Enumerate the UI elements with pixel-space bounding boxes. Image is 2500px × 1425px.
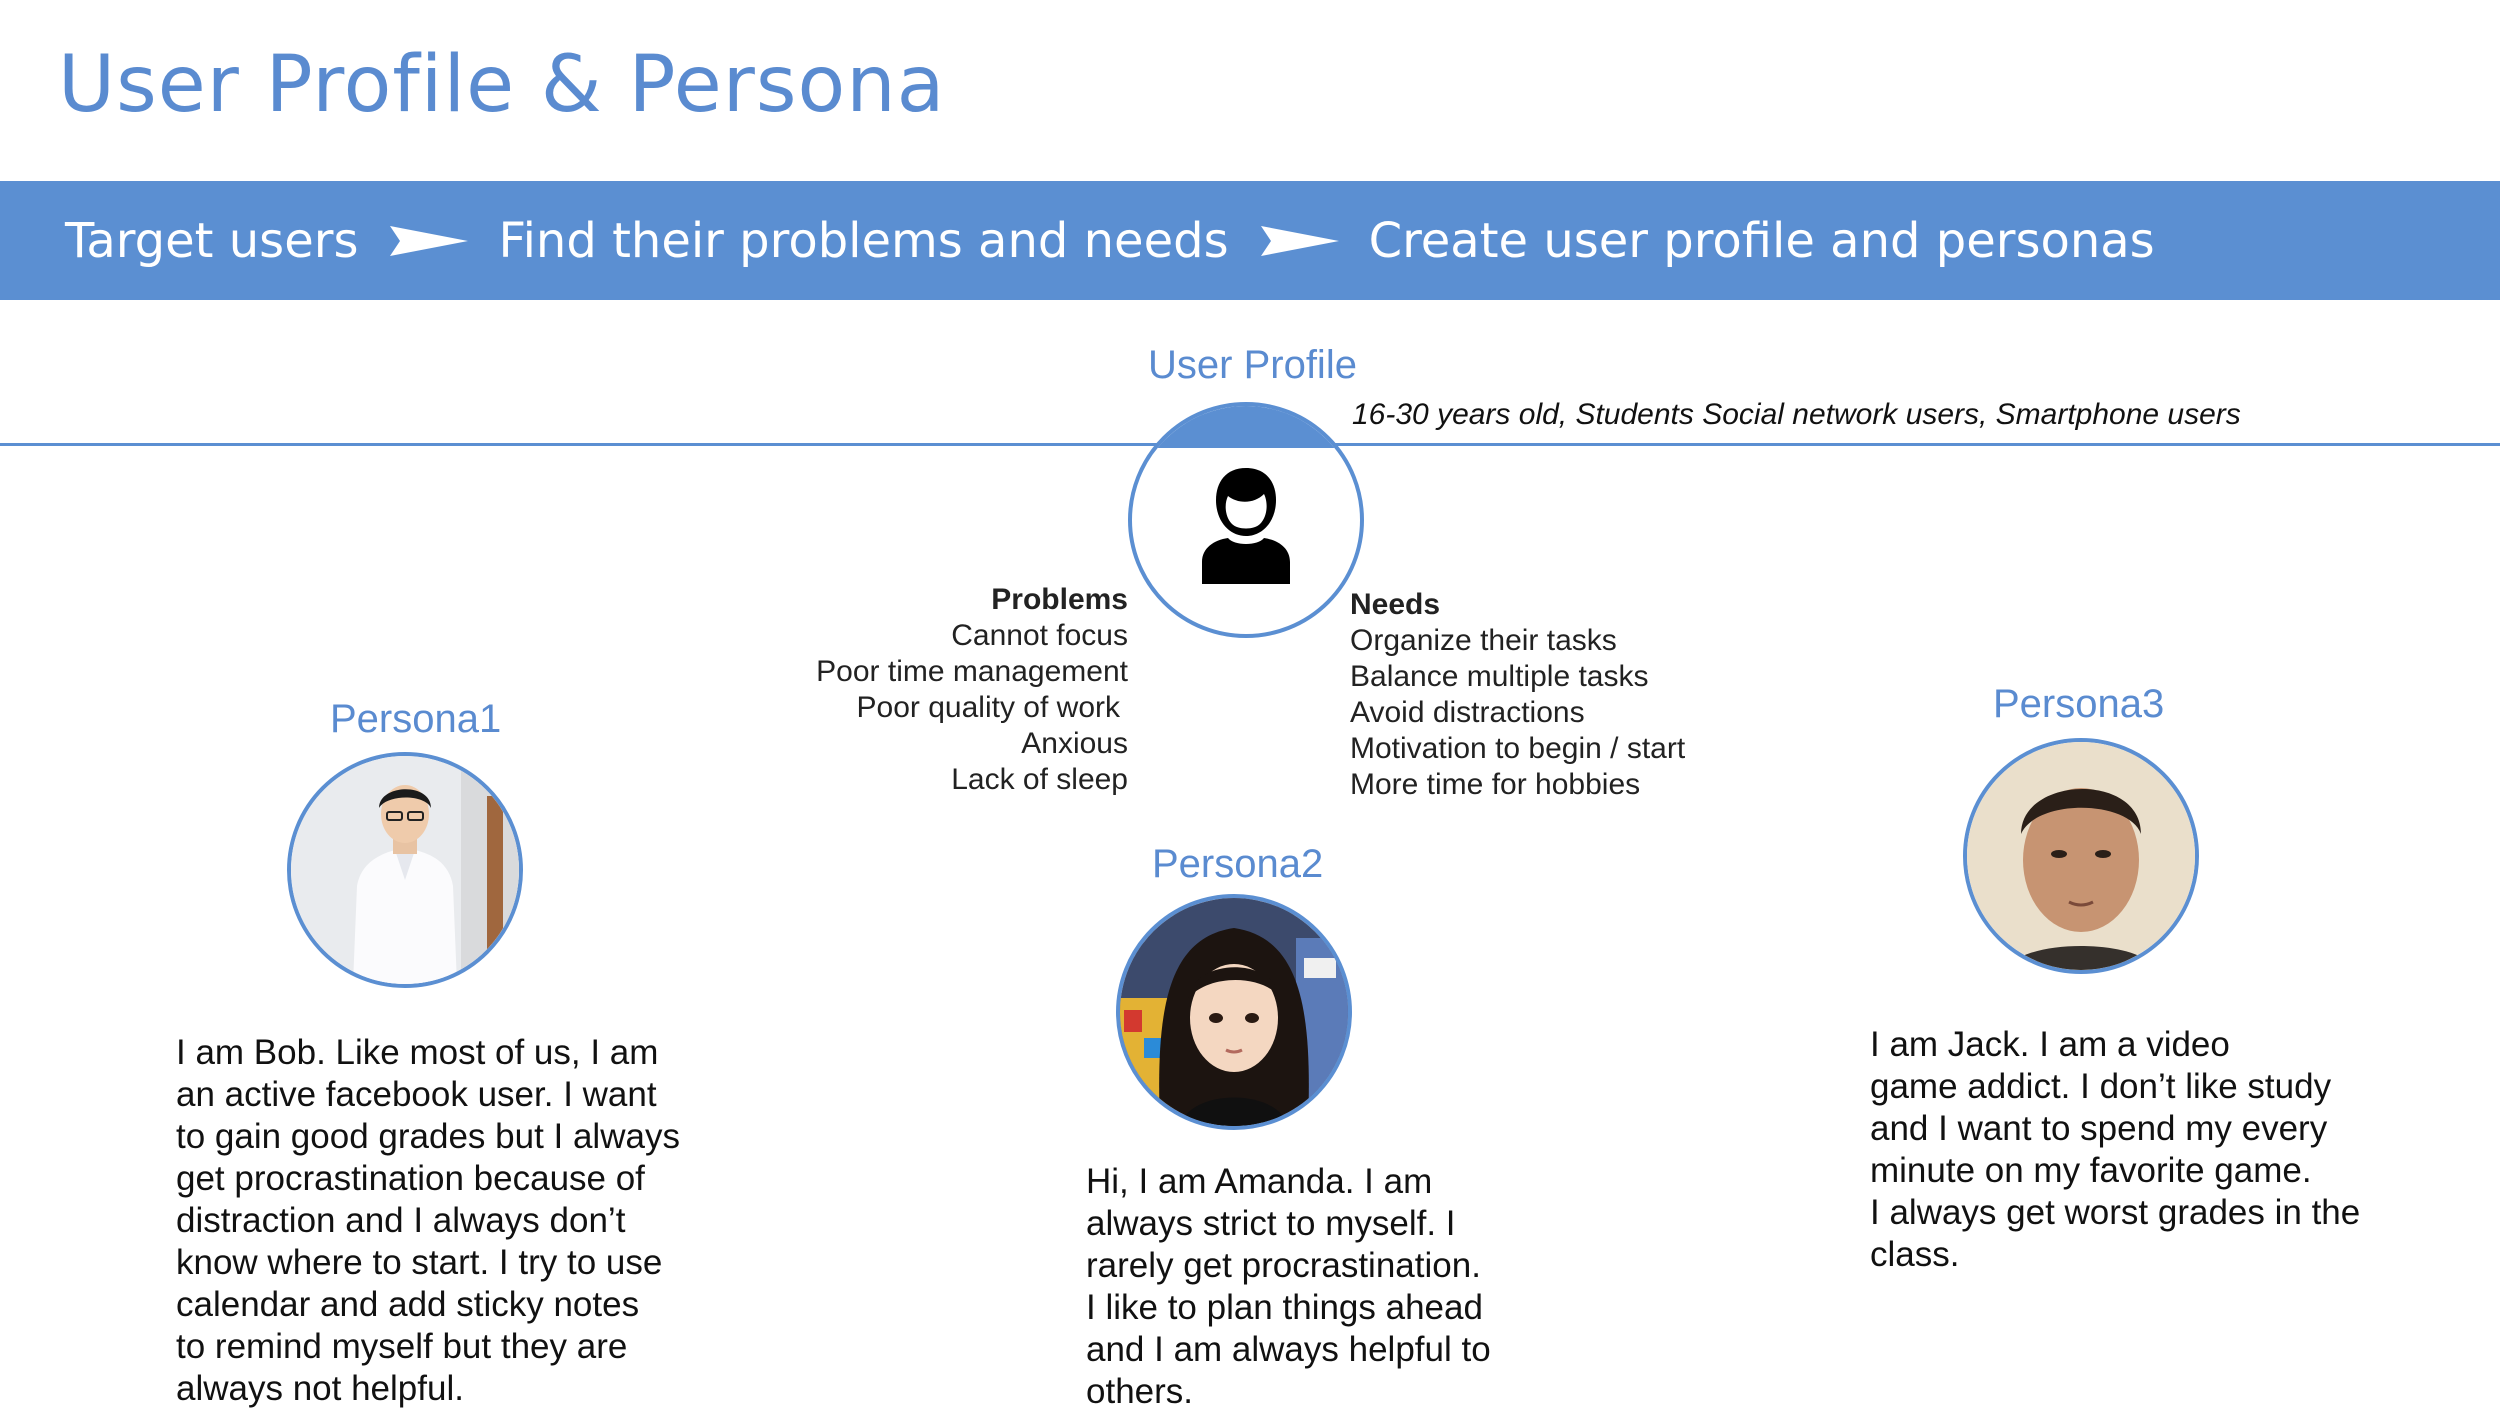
needs-heading: Needs — [1350, 588, 1441, 621]
arrow-right-icon — [390, 224, 468, 258]
persona1-name: Persona1 — [330, 697, 502, 741]
need-item: Motivation to begin / start — [1350, 732, 1686, 765]
story-line: I always get worst grades in the — [1870, 1193, 2361, 1232]
persona2-name: Persona2 — [1152, 842, 1324, 886]
story-line: an active facebook user. I want — [176, 1075, 657, 1114]
user-profile-circle — [1128, 402, 1364, 638]
story-line: class. — [1870, 1235, 1960, 1274]
story-line: game addict. I don’t like study — [1870, 1067, 2332, 1106]
story-line: always not helpful. — [176, 1369, 464, 1408]
story-line: Hi, I am Amanda. I am — [1086, 1162, 1433, 1201]
user-icon — [1198, 466, 1294, 591]
process-banner — [0, 181, 2500, 300]
problems-heading: Problems — [991, 583, 1128, 616]
persona2-avatar — [1116, 894, 1352, 1130]
story-line: I am Bob. Like most of us, I am — [176, 1033, 659, 1072]
story-line: distraction and I always don’t — [176, 1201, 626, 1240]
story-line: to remind myself but they are — [176, 1327, 628, 1366]
persona1-avatar — [287, 752, 523, 988]
user-profile-description: 16-30 years old, Students Social network users, Smartphone users — [1352, 398, 2241, 431]
story-line: to gain good grades but I always — [176, 1117, 680, 1156]
problem-item: Poor time management — [816, 655, 1128, 688]
story-line: always strict to myself. I — [1086, 1204, 1456, 1243]
story-line: minute on my favorite game. — [1870, 1151, 2312, 1190]
banner-step-find-problems: Find their problems and needs — [498, 212, 1229, 269]
page-title: User Profile & Persona — [58, 40, 946, 130]
need-item: Organize their tasks — [1350, 624, 1617, 657]
banner-step-target-users: Target users — [65, 212, 359, 269]
story-line: and I am always helpful to — [1086, 1330, 1491, 1369]
needs-list — [1350, 587, 1685, 803]
problems-list — [816, 582, 1128, 798]
problem-item: Anxious — [1021, 727, 1128, 760]
problem-item: Lack of sleep — [951, 763, 1128, 796]
arrow-right-icon — [1261, 224, 1339, 258]
banner-step-create-profile: Create user profile and personas — [1368, 212, 2155, 269]
problem-item: Cannot focus — [951, 619, 1128, 652]
story-line: calendar and add sticky notes — [176, 1285, 640, 1324]
persona3-name: Persona3 — [1993, 682, 2165, 726]
story-line: I like to plan things ahead — [1086, 1288, 1483, 1327]
persona2-story — [1086, 1161, 1491, 1413]
problem-item: Poor quality of work — [856, 691, 1120, 724]
persona1-story — [176, 1032, 680, 1410]
persona3-story — [1870, 1024, 2360, 1276]
story-line: and I want to spend my every — [1870, 1109, 2328, 1148]
story-line: rarely get procrastination. — [1086, 1246, 1481, 1285]
user-profile-heading: User Profile — [1148, 343, 1357, 387]
need-item: More time for hobbies — [1350, 768, 1641, 801]
story-line: I am Jack. I am a video — [1870, 1025, 2230, 1064]
story-line: get procrastination because of — [176, 1159, 645, 1198]
story-line: know where to start. I try to use — [176, 1243, 663, 1282]
persona3-avatar — [1963, 738, 2199, 974]
story-line: others. — [1086, 1372, 1193, 1411]
need-item: Avoid distractions — [1350, 696, 1585, 729]
profile-circle-cap — [1132, 406, 1360, 448]
need-item: Balance multiple tasks — [1350, 660, 1649, 693]
